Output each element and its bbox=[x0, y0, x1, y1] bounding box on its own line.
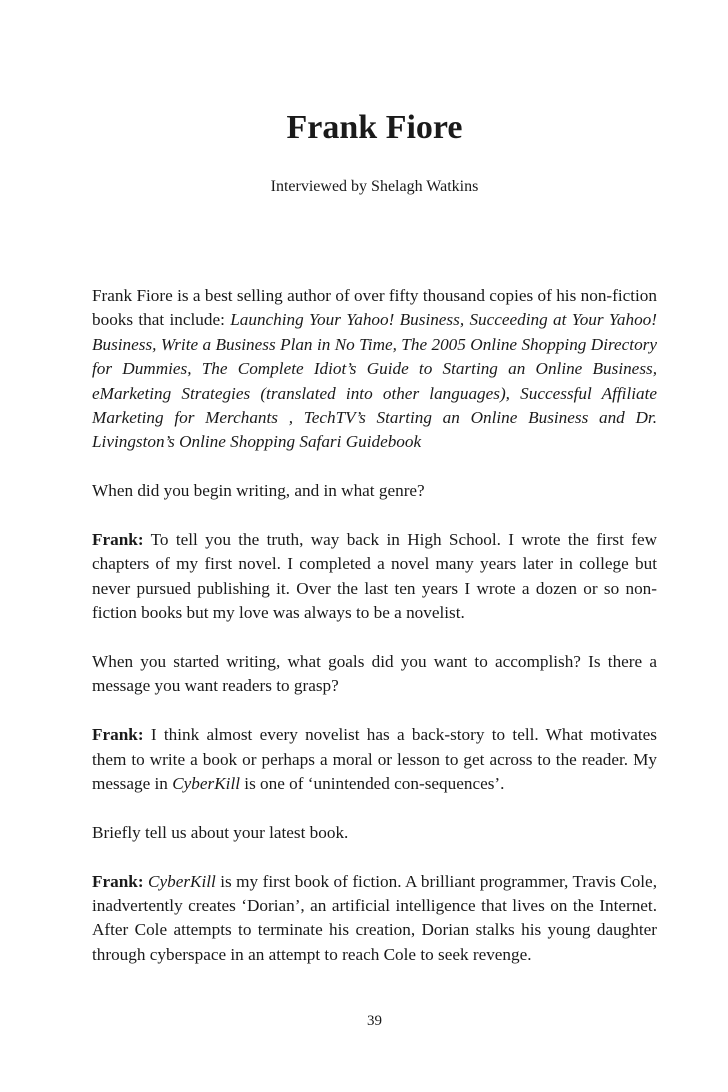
book-page bbox=[92, 0, 657, 1092]
intro-book-titles: Launching Your Yahoo! Business, Succeeding at Your Yahoo! Business, Write a Business Plan in No Time, The 2005 Online Shopping Directory for Dummies, The Complete Idiot’s Guide to Starting an Online Business, eMarketing Strategies (translated into other languages), Successful Affiliate Marketing for Merchants , TechTV’s Starting an Online Business and Dr. Livingston’s Online Shopping Safari Guidebook bbox=[92, 310, 657, 452]
answer-3 bbox=[92, 870, 657, 968]
answer-3-book-title: CyberKill bbox=[148, 871, 216, 891]
page-subtitle: Interviewed by Shelagh Watkins bbox=[270, 178, 479, 195]
answer-1 bbox=[92, 528, 657, 626]
question-3: Briefly tell us about your latest book. bbox=[92, 822, 349, 842]
answer-2-text-before: I think almost every novelist has a back-story to tell. What motivates them to write a book or perhaps a moral or lesson to get across to the reader. My message in bbox=[92, 725, 657, 794]
answer-2-speaker: Frank: bbox=[92, 725, 144, 745]
page-number: 39 bbox=[367, 1013, 382, 1029]
intro-paragraph bbox=[92, 284, 657, 455]
intro-lead: Frank Fiore is a best selling author of over fifty thousand copies of his non-fiction books that include: bbox=[92, 286, 657, 330]
answer-2-book-title: CyberKill bbox=[172, 774, 240, 794]
page-title: Frank Fiore bbox=[286, 109, 463, 146]
question-2: When you started writing, what goals did you want to accomplish? Is there a message you want readers to grasp? bbox=[92, 652, 657, 696]
answer-3-speaker: Frank: bbox=[92, 871, 144, 891]
answer-3-text: is my first book of fiction. A brilliant programmer, Travis Cole, inadvertently creates ‘Dorian’, an artificial intelligence that lives on the Internet. After Cole attempts to terminate his creation, Dorian stalks his young daughter through cyberspace in an attempt to reach Cole to seek revenge. bbox=[92, 871, 657, 964]
answer-1-text: To tell you the truth, way back in High School. I wrote the first few chapters of my first novel. I completed a novel many years later in college but never pursued publishing it. Over the last ten years I wrote a dozen or so non-fiction books but my love was always to be a novelist. bbox=[92, 530, 657, 623]
answer-1-speaker: Frank: bbox=[92, 530, 144, 550]
question-1: When did you begin writing, and in what genre? bbox=[92, 481, 425, 501]
answer-2-text-after: is one of ‘unintended con-sequences’. bbox=[240, 774, 505, 794]
answer-2 bbox=[92, 723, 657, 796]
body-text bbox=[92, 284, 657, 992]
